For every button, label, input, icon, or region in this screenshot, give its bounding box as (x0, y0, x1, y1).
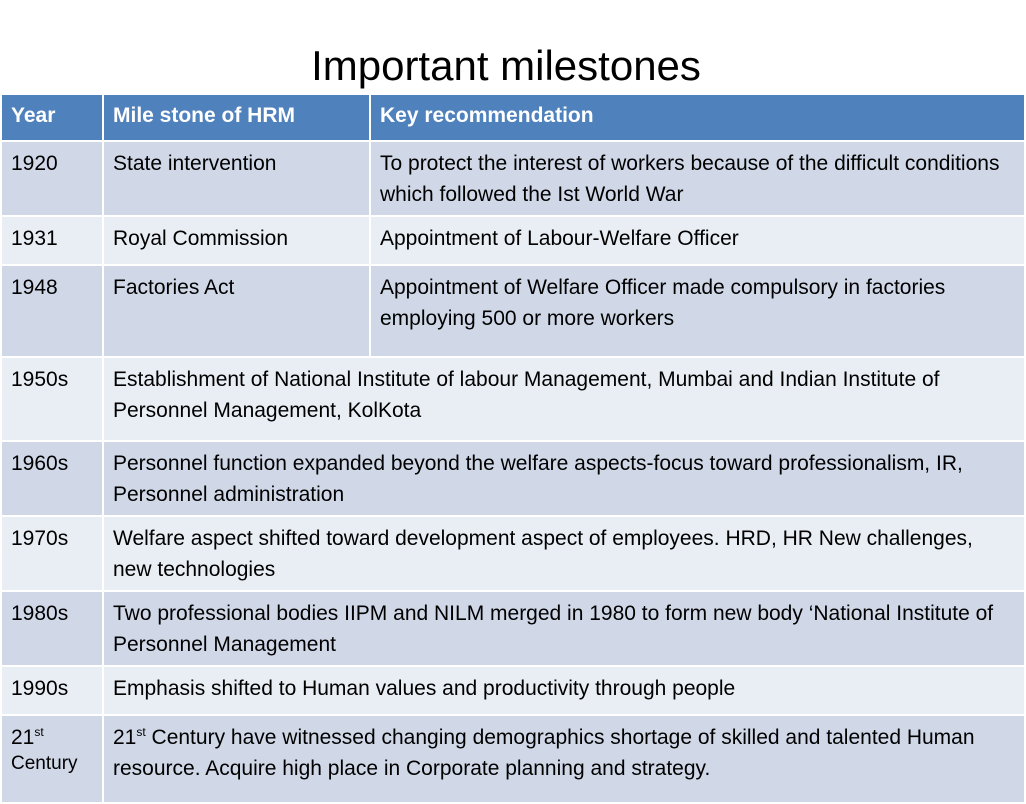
header-recommendation: Key recommendation (370, 94, 1025, 141)
century-suffix: st (34, 725, 44, 739)
header-year: Year (1, 94, 103, 141)
row-year: 1980s (1, 591, 103, 666)
milestones-table (0, 93, 1026, 804)
row-year: 1931 (1, 216, 103, 265)
table-row (1, 715, 1025, 803)
row-milestone: Royal Commission (103, 216, 370, 265)
table-row (1, 666, 1025, 715)
century-number: 21 (11, 726, 35, 749)
row-recommendation: Appointment of Labour-Welfare Officer (370, 216, 1025, 265)
table-row (1, 441, 1025, 516)
row-recommendation: Appointment of Welfare Officer made compulsory in factories employing 500 or more workers (370, 265, 1025, 357)
row-description: Establishment of National Institute of labour Management, Mumbai and Indian Institute of Personnel Management, KolKota (103, 357, 1025, 441)
table-header-row (1, 94, 1025, 141)
row-description: Emphasis shifted to Human values and productivity through people (103, 666, 1025, 715)
desc-suffix: st (136, 725, 146, 739)
table-row (1, 216, 1025, 265)
row-milestone: Factories Act (103, 265, 370, 357)
table-row (1, 516, 1025, 591)
row-year: 1948 (1, 265, 103, 357)
table-row (1, 265, 1025, 357)
header-milestone: Mile stone of HRM (103, 94, 370, 141)
century-word: Century (11, 753, 78, 774)
desc-number: 21 (113, 726, 137, 749)
row-description: Personnel function expanded beyond the welfare aspects-focus toward professionalism, IR, Personnel administration (103, 441, 1025, 516)
row-year: 1970s (1, 516, 103, 591)
table-row (1, 141, 1025, 216)
row-milestone: State intervention (103, 141, 370, 216)
row-year (1, 715, 103, 803)
row-year: 1960s (1, 441, 103, 516)
row-year: 1990s (1, 666, 103, 715)
row-year: 1950s (1, 357, 103, 441)
row-description (103, 715, 1025, 803)
slide-title: Important milestones (311, 42, 701, 89)
row-recommendation: To protect the interest of workers because of the difficult conditions which followed the Ist World War (370, 141, 1025, 216)
desc-text: Century have witnessed changing demographics shortage of skilled and talented Human resource. Acquire high place in Corporate planning and strategy. (113, 726, 975, 780)
table-row (1, 357, 1025, 441)
row-description: Welfare aspect shifted toward development aspect of employees. HRD, HR New challenges, new technologies (103, 516, 1025, 591)
row-year: 1920 (1, 141, 103, 216)
row-description: Two professional bodies IIPM and NILM merged in 1980 to form new body ‘National Institute of Personnel Management (103, 591, 1025, 666)
table-row (1, 591, 1025, 666)
